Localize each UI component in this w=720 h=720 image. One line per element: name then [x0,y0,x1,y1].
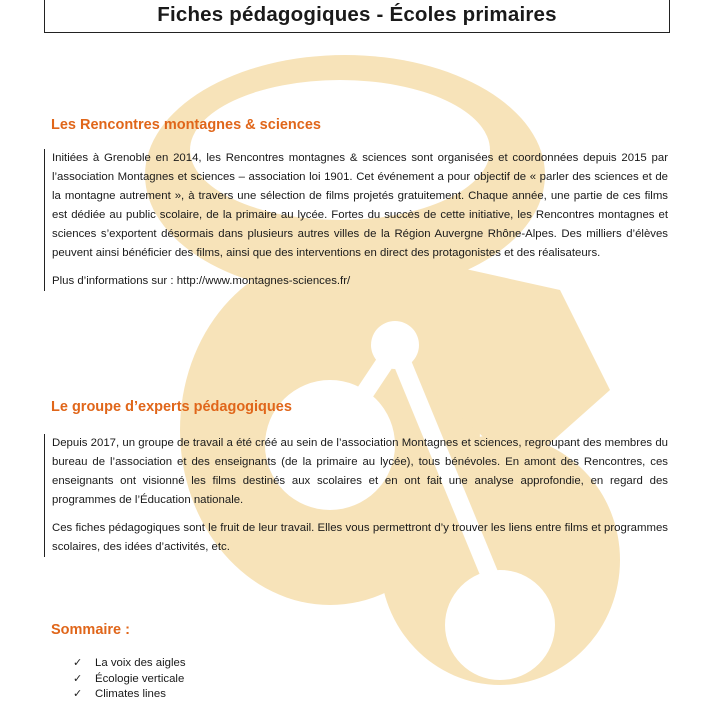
check-icon: ✓ [73,688,83,700]
summary-item-label: La voix des aigles [95,657,186,669]
paragraph: Initiées à Grenoble en 2014, les Rencontres montagnes & sciences sont organisées et coordonnées depuis 2015 par l’association Montagnes et sciences – association loi 1901. Cet événement a pour objectif de « parler des sciences et de la montagne autrement », à travers une sélection de films projetés gratuitement. Chaque année, une partie de ces films est dédiée au public scolaire, de la primaire au lycée. Fortes du succès de cette initiative, les Rencontres montagnes et sciences s’exportent désormais dans plusieurs autres villes de la Région Auvergne Rhône-Alpes. Des milliers d’élèves peuvent ainsi bénéficier des films, ainsi que des interventions en direct des protagonistes et des réalisateurs. [52,152,668,259]
list-item[interactable] [73,656,186,672]
check-icon: ✓ [73,657,83,669]
summary-list [73,656,186,703]
paragraph: Ces fiches pédagogiques sont le fruit de leur travail. Elles vous permettront d’y trouver les liens entre films et programmes scolaires, des idées d’activités, etc. [52,522,668,553]
website-link[interactable]: http://www.montagnes-sciences.fr/ [176,275,351,287]
check-icon: ✓ [73,672,83,685]
list-item[interactable] [73,672,186,688]
summary-item-label: Climates lines [95,688,166,700]
page-title: Fiches pédagogiques - Écoles primaires [157,3,557,26]
header-box [44,0,670,33]
section-body-rencontres [44,149,668,291]
list-item[interactable] [73,687,186,703]
section-title-experts: Le groupe d’experts pédagogiques [51,399,292,415]
section-title-rencontres: Les Rencontres montagnes & sciences [51,117,321,133]
section-body-experts [44,434,668,557]
summary-title: Sommaire : [51,622,130,638]
summary-item-label: Écologie verticale [95,672,185,685]
info-prefix: Plus d’informations sur : [52,275,177,287]
paragraph: Depuis 2017, un groupe de travail a été créé au sein de l’association Montagnes et sciences, regroupant des membres du bureau de l’association et des enseignants (de la primaire au lycée), tous bénévoles. En amont des Rencontres, ces enseignants ont visionné les films destinés aux scolaires et en ont fait une analyse approfondie, en regard des programmes de l’Éducation nationale. [52,437,668,506]
info-line [52,272,668,291]
